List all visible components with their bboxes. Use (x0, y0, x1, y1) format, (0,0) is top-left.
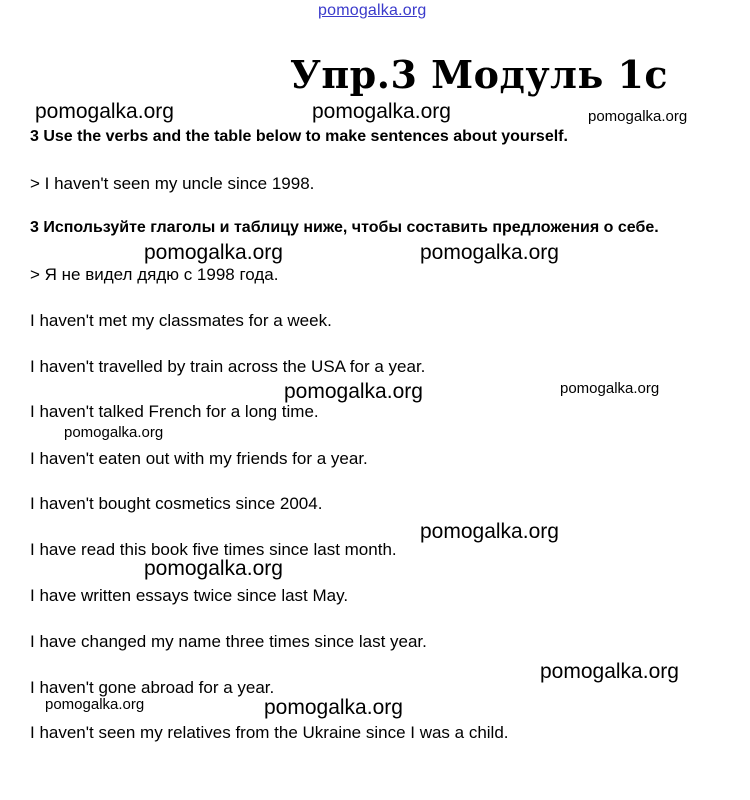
sentence-4: I haven't eaten out with my friends for a year. (30, 449, 368, 468)
watermark: pomogalka.org (144, 557, 283, 580)
sentence-8: I have changed my name three times since last year. (30, 632, 427, 651)
sentence-9: I haven't gone abroad for a year. (30, 678, 275, 697)
watermark: pomogalka.org (144, 241, 283, 264)
sentence-10: I haven't seen my relatives from the Ukraine since I was a child. (30, 723, 509, 742)
watermark: pomogalka.org (560, 380, 660, 397)
sentence-6: I have read this book five times since last month. (30, 540, 397, 559)
example-ru: > Я не видел дядю с 1998 года. (30, 265, 279, 284)
sentence-1: I haven't met my classmates for a week. (30, 311, 332, 330)
task-heading-ru: 3 Используйте глаголы и таблицу ниже, чтобы составить предложения о себе. (30, 219, 659, 236)
watermark: pomogalka.org (45, 696, 145, 713)
page-title: Упр.3 Модуль 1с (290, 52, 669, 97)
watermark: pomogalka.org (420, 520, 559, 543)
sentence-3: I haven't talked French for a long time. (30, 402, 319, 421)
site-link[interactable]: pomogalka.org (318, 2, 427, 19)
watermark: pomogalka.org (540, 660, 679, 683)
watermark: pomogalka.org (264, 696, 403, 719)
sentence-7: I have written essays twice since last May. (30, 586, 349, 605)
watermark: pomogalka.org (284, 380, 423, 403)
watermark: pomogalka.org (420, 241, 559, 264)
watermark: pomogalka.org (35, 100, 174, 123)
watermark: pomogalka.org (64, 424, 164, 441)
sentence-2: I haven't travelled by train across the USA for a year. (30, 357, 426, 376)
sentence-5: I haven't bought cosmetics since 2004. (30, 494, 323, 513)
watermark: pomogalka.org (588, 108, 688, 125)
example-en: > I haven't seen my uncle since 1998. (30, 174, 315, 193)
task-heading-en: 3 Use the verbs and the table below to make sentences about yourself. (30, 128, 568, 145)
watermark: pomogalka.org (312, 100, 451, 123)
